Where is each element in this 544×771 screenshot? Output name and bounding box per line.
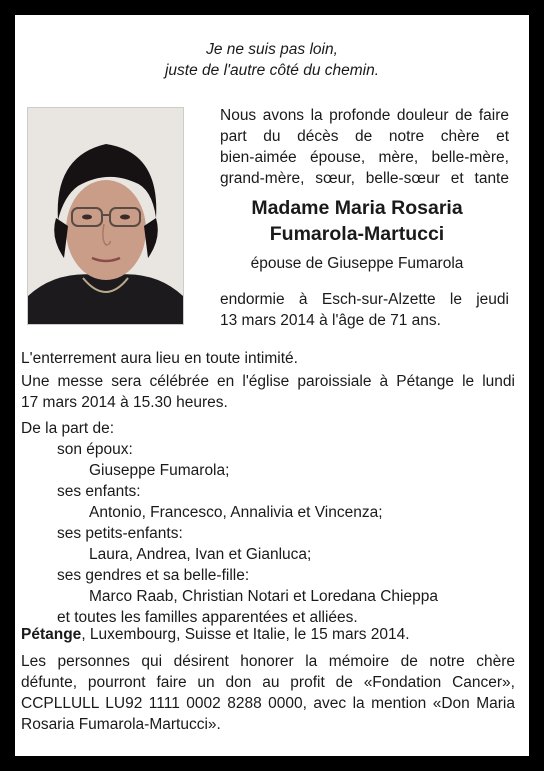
family-group-label: son époux:: [57, 441, 133, 458]
death-details: [220, 289, 509, 331]
donation-line: CCPLLULL LU92 1111 0002 8288 0000, avec la mention «Don Maria: [21, 695, 515, 712]
motto-line: juste de l'autre côté du chemin.: [164, 62, 380, 79]
donation-line: Rosaria Fumarola-Martucci».: [21, 716, 221, 733]
deceased-surname: Fumarola-Martucci: [269, 223, 445, 245]
donation-line: défunte, pourront faire un don au profit de «Fondation Cancer»,: [21, 674, 515, 691]
mass-line: Une messe sera célébrée en l'église paroissiale à Pétange le lundi: [21, 373, 515, 390]
obituary-card: [15, 15, 529, 756]
intro-line: part du décès de notre chère et: [220, 128, 509, 145]
family-group-members: Antonio, Francesco, Annalivia et Vincenza;: [89, 504, 383, 521]
deceased-name: Madame Maria Rosaria: [251, 197, 463, 219]
motto: [15, 39, 529, 81]
portrait-illustration: [28, 108, 183, 324]
place-date-rest: , Luxembourg, Suisse et Italie, le 15 mars 2014.: [81, 626, 410, 643]
family-intro: De la part de:: [21, 420, 115, 437]
spouse-line: épouse de Giuseppe Fumarola: [250, 255, 464, 272]
place-date: [21, 624, 515, 645]
death-line: 13 mars 2014 à l'âge de 71 ans.: [220, 312, 441, 329]
donation-line: Les personnes qui désirent honorer la mémoire de notre chère: [21, 653, 515, 670]
intro-line: bien-aimée épouse, mère, belle-mère,: [220, 149, 509, 166]
family-group-members: Marco Raab, Christian Notari et Loredana Chieppa: [89, 588, 438, 605]
burial-text: L'enterrement aura lieu en toute intimité.: [21, 350, 298, 367]
family-list: [21, 418, 515, 628]
family-group-label: ses enfants:: [57, 483, 141, 500]
donation-text: [21, 651, 515, 735]
place-town: Pétange: [21, 626, 82, 643]
intro-line: grand-mère, sœur, belle-sœur et tante: [220, 170, 509, 187]
portrait-photo: [27, 107, 184, 325]
mass-text: [21, 371, 515, 413]
family-group-label: ses gendres et sa belle-fille:: [57, 567, 250, 584]
mass-line: 17 mars 2014 à 15.30 heures.: [21, 394, 228, 411]
intro-line: Nous avons la profonde douleur de faire: [220, 107, 509, 124]
announcement-intro: [220, 105, 509, 189]
death-line: endormie à Esch-sur-Alzette le jeudi: [220, 291, 509, 308]
family-closing: et toutes les familles apparentées et alliées.: [57, 609, 358, 626]
family-group-label: ses petits-enfants:: [57, 525, 183, 542]
family-group-members: Giuseppe Fumarola;: [89, 462, 230, 479]
family-group-members: Laura, Andrea, Ivan et Gianluca;: [89, 546, 312, 563]
motto-line: Je ne suis pas loin,: [206, 41, 338, 58]
